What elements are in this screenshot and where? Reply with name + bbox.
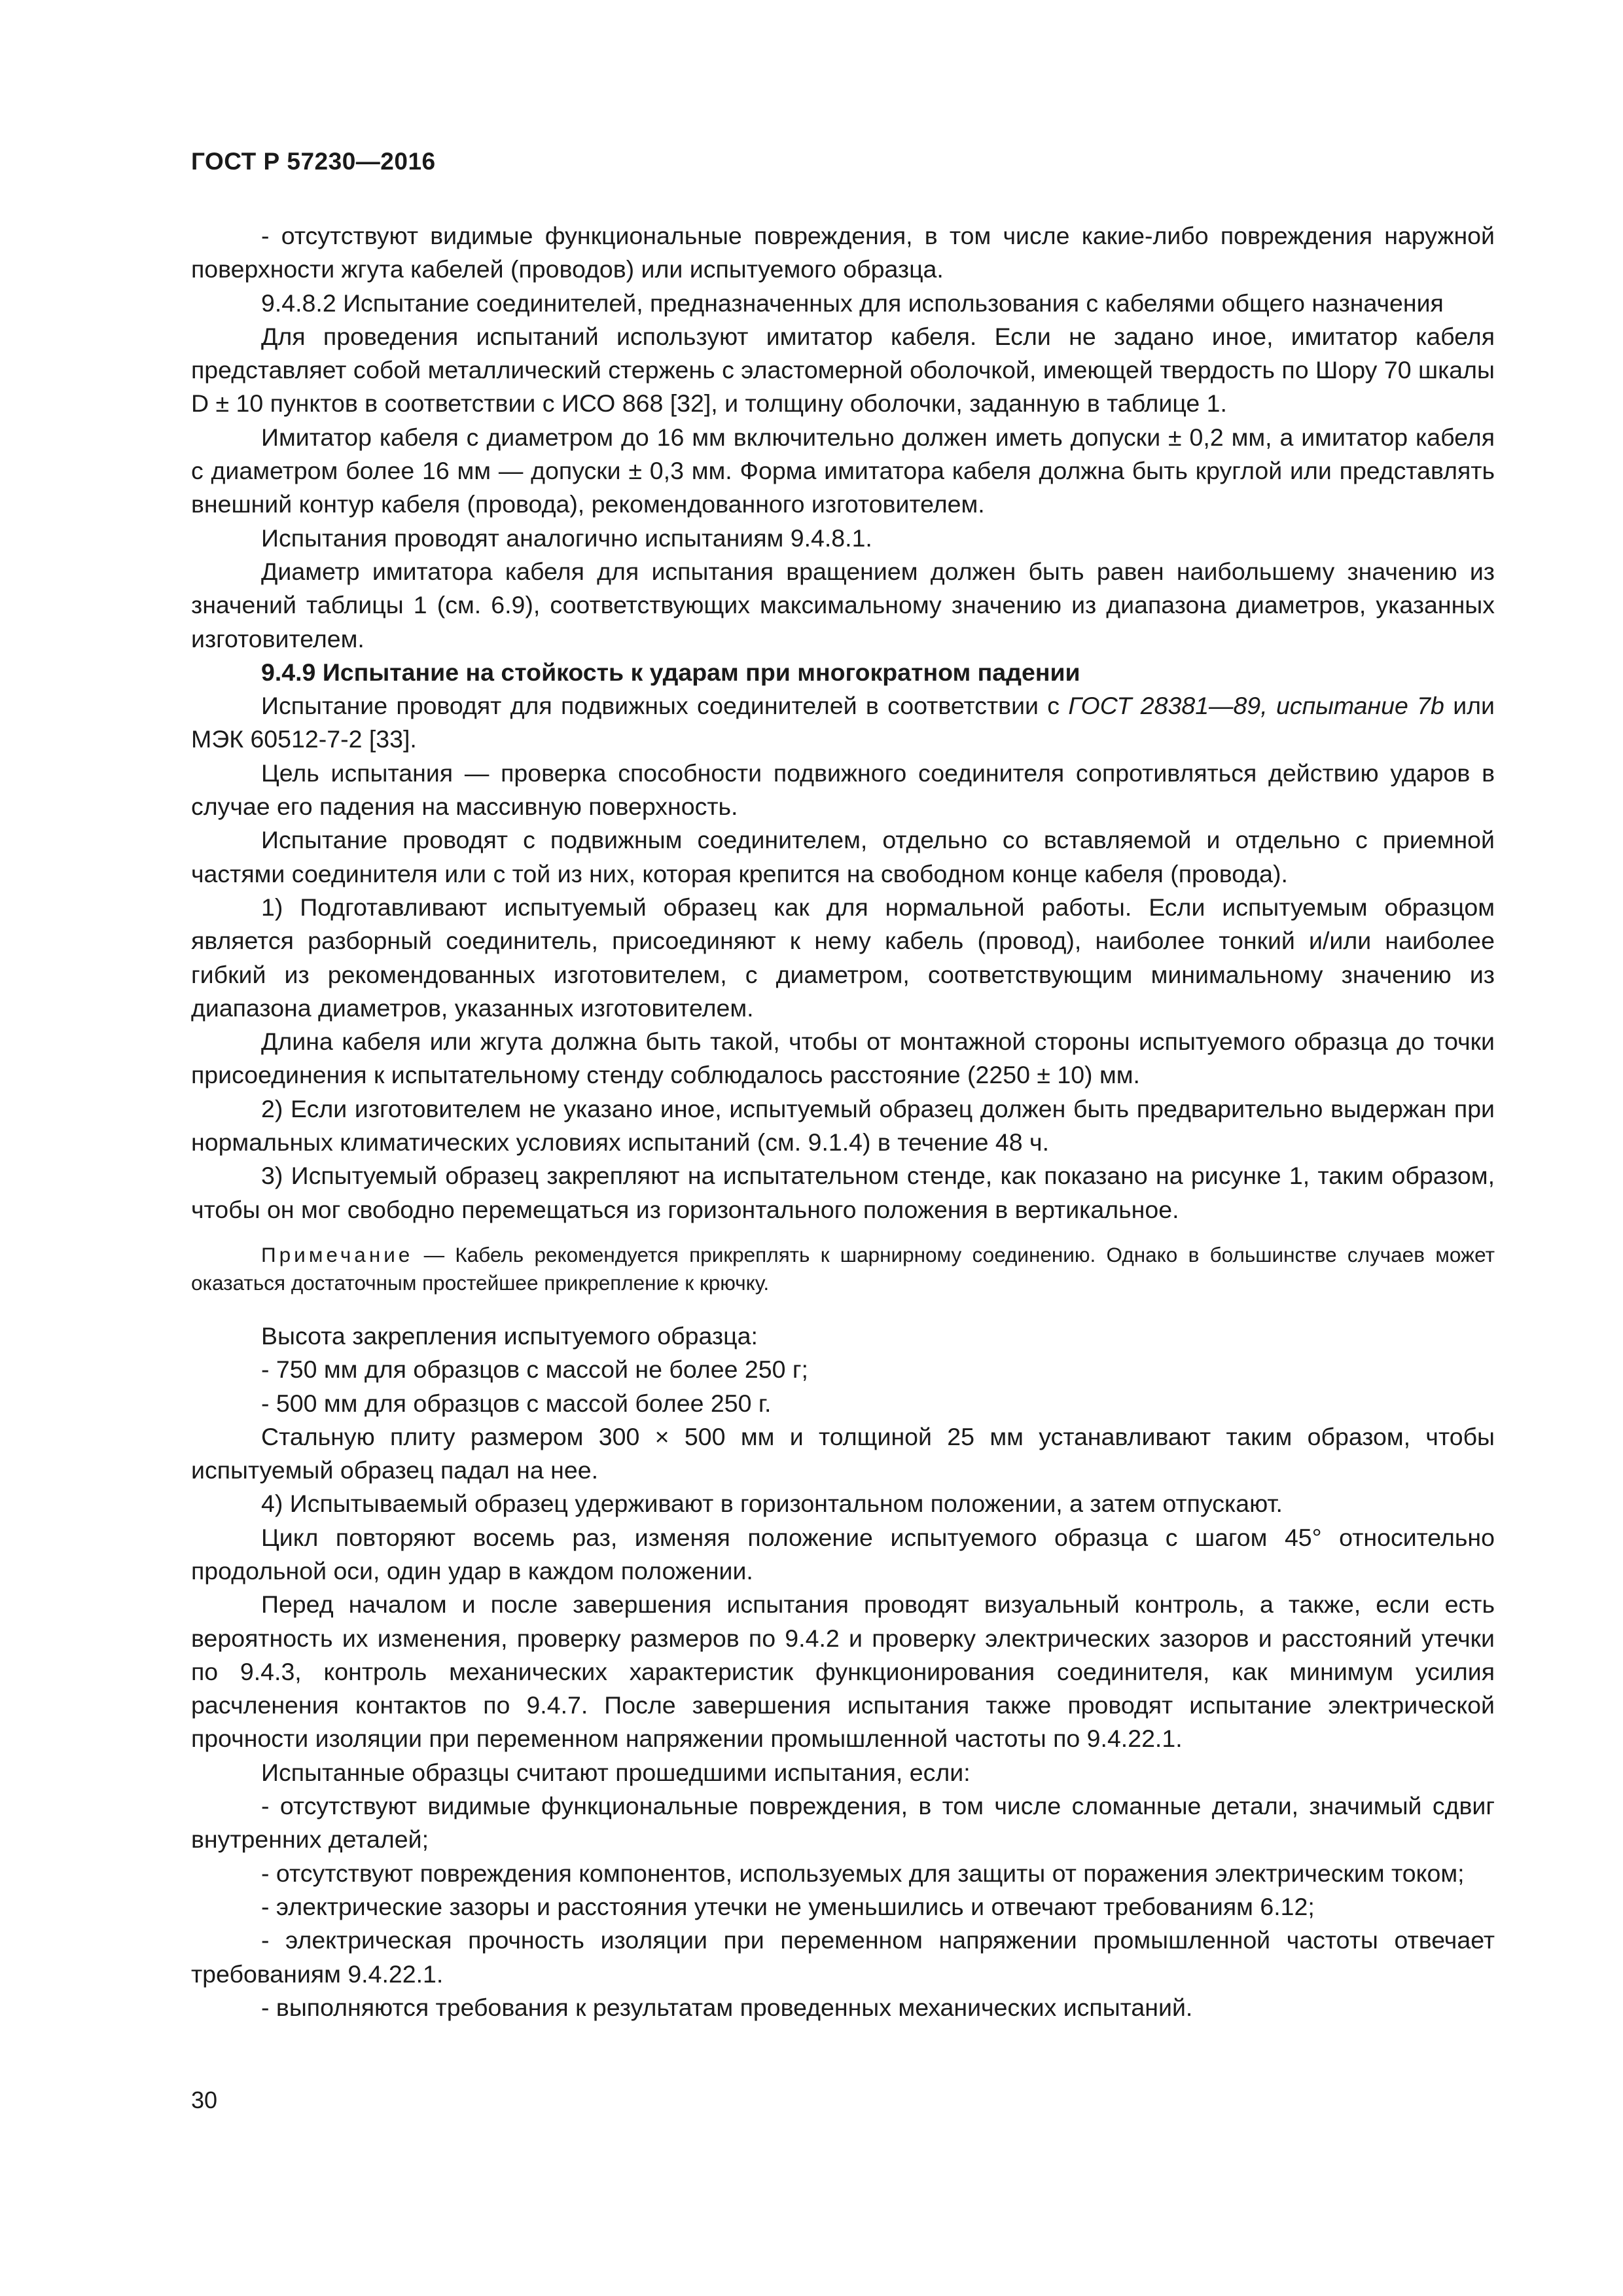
paragraph: 4) Испытываемый образец удерживают в горизонтальном положении, а затем отпускают. — [261, 1490, 1283, 1518]
paragraph: Диаметр имитатора кабеля для испытания вращением должен быть равен наибольшему значению из значений таблицы 1 (см. 6.9), соответствующих максимальному значению из диапазона диаметров, указанных изготовителем. — [191, 557, 1495, 653]
list-item: - электрическая прочность изоляции при переменном напряжении промышленной частоты отвечает требованиям 9.4.22.1. — [191, 1926, 1495, 1988]
paragraph: 1) Подготавливают испытуемый образец как для нормальной работы. Если испытуемым образцом является разборный соединитель, присоединяют к нему кабель (провод), наиболее тонкий и/или наиболее гибкий из рекомендованных изготовителем, с диаметром, соответствующим минимальному значению из диапазона диаметров, указанных изготовителем. — [191, 893, 1495, 1022]
page-number: 30 — [191, 2087, 218, 2113]
list-item: - отсутствуют видимые функциональные повреждения, в том числе сломанные детали, значимый сдвиг внутренних деталей; — [191, 1792, 1495, 1854]
paragraph: Высота закрепления испытуемого образца: — [261, 1321, 758, 1350]
paragraph: 3) Испытуемый образец закрепляют на испытательном стенде, как показано на рисунке 1, таким образом, чтобы он мог свободно перемещаться из горизонтального положения в вертикальное. — [191, 1162, 1495, 1223]
list-item: - электрические зазоры и расстояния утечки не уменьшились и отвечают требованиям 6.12; — [261, 1892, 1315, 1920]
list-item: - отсутствуют повреждения компонентов, используемых для защиты от поражения электрическим током; — [261, 1859, 1465, 1887]
paragraph: Цикл повторяют восемь раз, изменяя положение испытуемого образца с шагом 45° относительно продольной оси, один удар в каждом положении. — [191, 1523, 1495, 1585]
standard-reference: ГОСТ 28381—89, испытание 7b — [1068, 692, 1444, 720]
section-heading: 9.4.9 Испытание на стойкость к ударам при многократном падении — [261, 658, 1080, 686]
note-label: Примечание — [261, 1242, 414, 1266]
document-body — [191, 219, 1495, 2024]
note — [191, 1241, 1495, 1297]
paragraph: Для проведения испытаний используют имитатор кабеля. Если не задано иное, имитатор кабеля представляет собой металлический стержень с эластомерной оболочкой, имеющей твердость по Шору 70 шкалы D ± 10 пунктов в соответствии с ИСО 868 [32], и толщину оболочки, заданную в таблице 1. — [191, 322, 1495, 418]
list-item: - выполняются требования к результатам проведенных механических испытаний. — [261, 1993, 1193, 2021]
paragraph: Длина кабеля или жгута должна быть такой, чтобы от монтажной стороны испытуемого образца до точки присоединения к испытательному стенду соблюдалось расстояние (2250 ± 10) мм. — [191, 1028, 1495, 1089]
paragraph: 9.4.8.2 Испытание соединителей, предназначенных для использования с кабелями общего назначения — [261, 289, 1444, 317]
paragraph: Цель испытания — проверка способности подвижного соединителя сопротивляться действию ударов в случае его падения на массивную поверхность. — [191, 759, 1495, 821]
note-text: — Кабель рекомендуется прикреплять к шарнирному соединению. Однако в большинстве случаев может оказаться достаточным простейшее прикрепление к крючку. — [191, 1242, 1495, 1295]
test-intro-before: Испытание проводят для подвижных соединителей в соответствии с — [261, 692, 1069, 720]
paragraph: Перед началом и после завершения испытания проводят визуальный контроль, а также, если есть вероятность их изменения, проверку размеров по 9.4.2 и проверку электрических зазоров и расстояний утечки по 9.4.3, контроль механических характеристик функционирования соединителя, как минимум усилия расчленения контактов по 9.4.7. После завершения испытания также проводят испытание электрической прочности изоляции при переменном напряжении промышленной частоты по 9.4.22.1. — [191, 1590, 1495, 1753]
list-item: - 500 мм для образцов с массой более 250 г. — [261, 1389, 772, 1417]
paragraph-test-intro — [191, 689, 1495, 757]
paragraph: 2) Если изготовителем не указано иное, испытуемый образец должен быть предварительно выдержан при нормальных климатических условиях испытаний (см. 9.1.4) в течение 48 ч. — [191, 1094, 1495, 1157]
paragraph: Испытания проводят аналогично испытаниям 9.4.8.1. — [261, 524, 872, 552]
paragraph: Испытанные образцы считают прошедшими испытания, если: — [261, 1758, 971, 1786]
paragraph: Имитатор кабеля с диаметром до 16 мм включительно должен иметь допуски ± 0,2 мм, а имитатор кабеля с диаметром более 16 мм — допуски ± 0,3 мм. Форма имитатора кабеля должна быть круглой или представлять внешний контур кабеля (провода), рекомендованного изготовителем. — [191, 423, 1495, 518]
list-item: - 750 мм для образцов с массой не более 250 г; — [261, 1355, 808, 1384]
test-intro-after: или МЭК 60512-7-2 [33]. — [191, 692, 1495, 753]
paragraph: Испытание проводят с подвижным соединителем, отдельно со вставляемой и отдельно с приемной частями соединителя или с той из них, которая крепится на свободном конце кабеля (провода). — [191, 826, 1495, 888]
paragraph: - отсутствуют видимые функциональные повреждения, в том числе какие-либо повреждения наружной поверхности жгута кабелей (проводов) или испытуемого образца. — [191, 222, 1495, 283]
document-header: ГОСТ Р 57230—2016 — [191, 148, 436, 175]
paragraph: Стальную плиту размером 300 × 500 мм и толщиной 25 мм устанавливают таким образом, чтобы испытуемый образец падал на нее. — [191, 1422, 1495, 1484]
